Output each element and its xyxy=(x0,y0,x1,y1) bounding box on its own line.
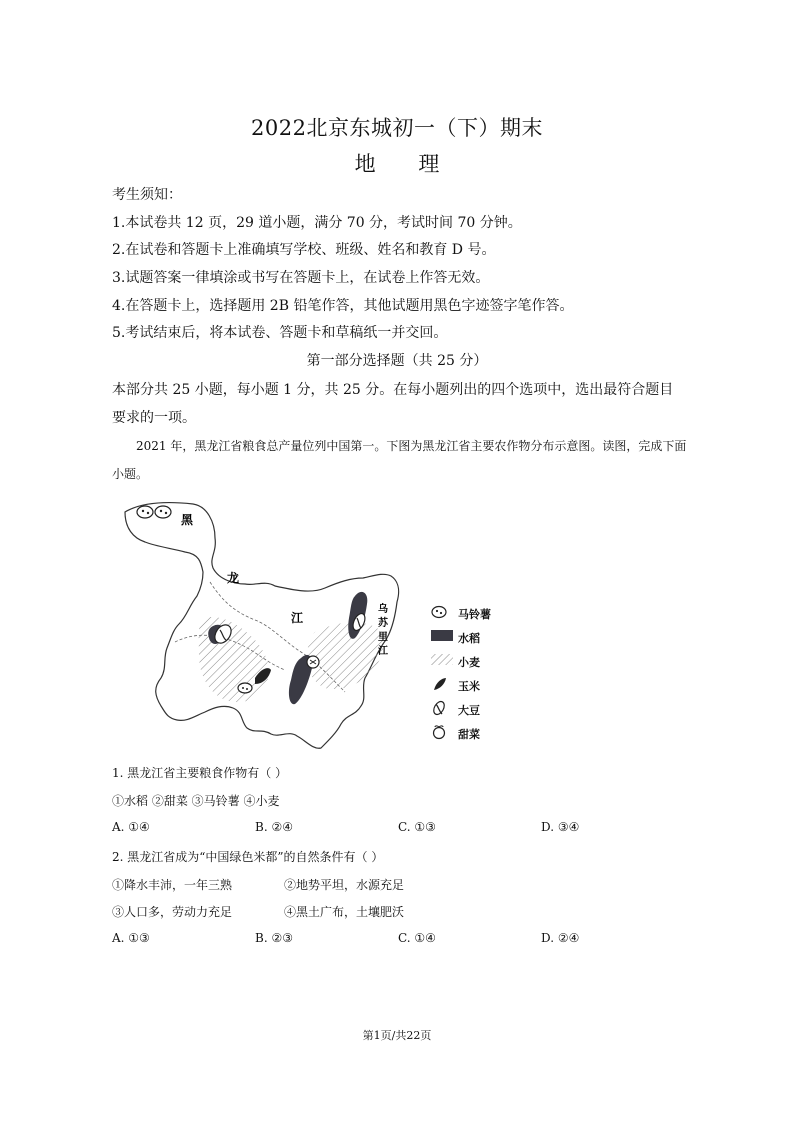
beet-icon xyxy=(430,724,450,740)
notice-item: 2.在试卷和答题卡上准确填写学校、班级、姓名和教育 D 号。 xyxy=(112,242,496,258)
question-item: ③人口多，劳动力充足 xyxy=(112,905,233,919)
option-b[interactable]: B. ②③ xyxy=(255,931,293,945)
map-label-hei: 黑 xyxy=(181,513,194,527)
soybean-icon xyxy=(430,700,450,716)
question-item: ①降水丰沛，一年三熟 xyxy=(112,878,233,892)
wheat-region xyxy=(307,622,384,689)
legend-label: 玉米 xyxy=(458,680,480,693)
notice-item: 1.本试卷共 12 页，29 道小题，满分 70 分，考试时间 70 分钟。 xyxy=(112,215,522,231)
question-item: ④黑土广布，土壤肥沃 xyxy=(284,905,405,919)
rice-icon xyxy=(430,628,456,644)
map-label-wusuli: 苏 xyxy=(378,618,388,629)
question-item: ②地势平坦，水源充足 xyxy=(284,878,405,892)
potato-icon xyxy=(430,604,450,620)
notice-item: 4.在答题卡上，选择题用 2B 铅笔作答，其他试题用黑色字迹签字笔作答。 xyxy=(112,298,574,314)
option-a[interactable]: A. ①③ xyxy=(112,931,150,945)
question-stem: 1. 黑龙江省主要粮食作物有（ ） xyxy=(112,766,288,780)
notice-item: 3.试题答案一律填涂或书写在答题卡上，在试卷上作答无效。 xyxy=(112,270,490,286)
corn-icon xyxy=(430,676,450,692)
legend-label: 大豆 xyxy=(458,704,480,717)
beet-marker xyxy=(307,656,319,668)
option-c[interactable]: C. ①③ xyxy=(398,820,436,834)
crop-distribution-map xyxy=(115,492,515,754)
question-items: ①水稻 ②甜菜 ③马铃薯 ④小麦 xyxy=(112,794,280,808)
map-label-long: 龙 xyxy=(227,571,240,585)
question-context: 2021 年，黑龙江省粮食总产量位列中国第一。下图为黑龙江省主要农作物分布示意图。读图，完成下面小题。 xyxy=(112,439,687,481)
map-label-wusuli: 里 xyxy=(378,632,388,643)
section-heading: 第一部分选择题（共 25 分） xyxy=(306,353,488,369)
notice-item: 5.考试结束后，将本试卷、答题卡和草稿纸一并交回。 xyxy=(112,325,448,341)
map-label-wusuli: 江 xyxy=(378,646,388,657)
potato-marker xyxy=(155,506,171,518)
legend-label: 小麦 xyxy=(458,656,480,669)
map-label-wusuli: 乌 xyxy=(378,604,388,615)
option-b[interactable]: B. ②④ xyxy=(255,820,293,834)
potato-marker xyxy=(137,506,153,518)
option-d[interactable]: D. ③④ xyxy=(541,820,580,834)
map-label-jiang: 江 xyxy=(291,611,304,625)
page-footer: 第1页/共22页 xyxy=(362,1029,432,1042)
subject-title: 地 理 xyxy=(354,152,440,176)
option-d[interactable]: D. ②④ xyxy=(541,931,580,945)
page-title: 2022北京东城初一（下）期末 xyxy=(251,116,543,140)
option-c[interactable]: C. ①④ xyxy=(398,931,436,945)
potato-marker xyxy=(238,683,252,693)
legend-label: 马铃薯 xyxy=(458,608,491,621)
heilongjiang-map-svg xyxy=(115,492,515,754)
wheat-icon xyxy=(430,652,456,668)
legend-label: 甜菜 xyxy=(458,728,480,741)
option-a[interactable]: A. ①④ xyxy=(112,820,150,834)
section-intro: 本部分共 25 小题，每小题 1 分，共 25 分。在每小题列出的四个选项中，选出最符合题目要求的一项。 xyxy=(112,382,674,426)
legend-label: 水稻 xyxy=(458,632,480,645)
notice-heading: 考生须知： xyxy=(112,187,182,203)
question-stem: 2. 黑龙江省成为“中国绿色米都”的自然条件有（ ） xyxy=(112,850,384,864)
